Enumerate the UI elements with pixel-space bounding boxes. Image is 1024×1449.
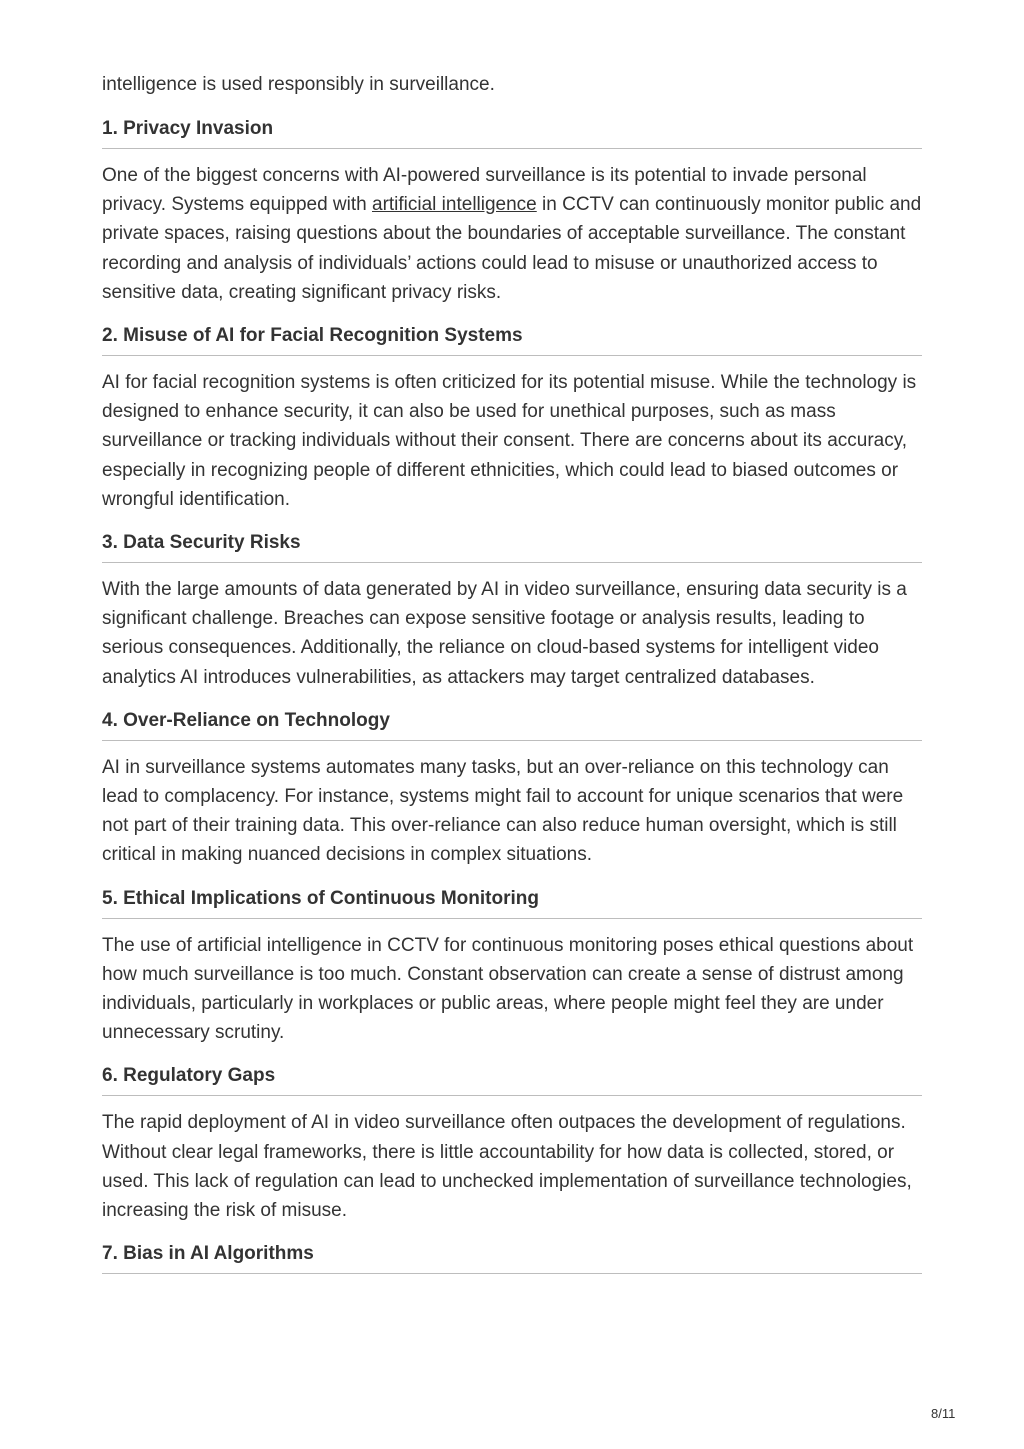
section-body-privacy-invasion xyxy=(102,161,922,307)
section-body-facial-recognition: AI for facial recognition systems is often criticized for its potential misuse. While the technology is designed to enhance security, it can also be used for unethical purposes, such as mass surveillance or tracking individuals without their consent. There are concerns about its accuracy, especially in recognizing people of different ethnicities, which could lead to biased outcomes or wrongful identification. xyxy=(102,372,917,510)
section-body-regulatory-gaps: The rapid deployment of AI in video surveillance often outpaces the development of regulations. Without clear legal frameworks, there is little accountability for how data is collected, stored, or used. This lack of regulation can lead to unchecked implementation of surveillance technologies, increasing the risk of misuse. xyxy=(102,1112,912,1222)
page-number: 8/11 xyxy=(931,1406,956,1421)
intro-text: intelligence is used responsibly in surveillance. xyxy=(102,74,495,95)
section-heading-over-reliance: 4. Over-Reliance on Technology xyxy=(102,709,922,741)
artificial-intelligence-link[interactable]: artificial intelligence xyxy=(372,194,537,216)
section-heading-facial-recognition: 2. Misuse of AI for Facial Recognition Systems xyxy=(102,324,922,356)
section-heading-regulatory-gaps: 6. Regulatory Gaps xyxy=(102,1064,922,1096)
body-text-after-link: in CCTV can continuously monitor public and private spaces, raising questions about the boundaries of acceptable surveillance. The constant recording and analysis of individuals’ actions could lead to misuse or unauthorized access to sensitive data, creating significant privacy risks. xyxy=(102,194,922,303)
section-heading-ethical-implications: 5. Ethical Implications of Continuous Monitoring xyxy=(102,887,922,919)
section-body-data-security: With the large amounts of data generated by AI in video surveillance, ensuring data security is a significant challenge. Breaches can expose sensitive footage or analysis results, leading to serious consequences. Additionally, the reliance on cloud-based systems for intelligent video analytics AI introduces vulnerabilities, as attackers may target centralized databases. xyxy=(102,579,907,688)
section-body-ethical-implications: The use of artificial intelligence in CCTV for continuous monitoring poses ethical questions about how much surveillance is too much. Constant observation can create a sense of distrust among individuals, particularly in workplaces or public areas, where people might feel they are under unnecessary scrutiny. xyxy=(102,934,914,1044)
article-content xyxy=(102,70,922,1286)
section-heading-bias-in-ai: 7. Bias in AI Algorithms xyxy=(102,1242,922,1274)
body-text-before-link: One of the biggest concerns with AI-powered surveillance is its potential to invade personal privacy. Systems equipped with xyxy=(102,165,867,216)
section-heading-data-security: 3. Data Security Risks xyxy=(102,531,922,563)
section-body-over-reliance: AI in surveillance systems automates many tasks, but an over-reliance on this technology can lead to complacency. For instance, systems might fail to account for unique scenarios that were not part of their training data. This over-reliance can also reduce human oversight, which is still critical in making nuanced decisions in complex situations. xyxy=(102,756,904,866)
section-heading-privacy-invasion: 1. Privacy Invasion xyxy=(102,117,922,149)
